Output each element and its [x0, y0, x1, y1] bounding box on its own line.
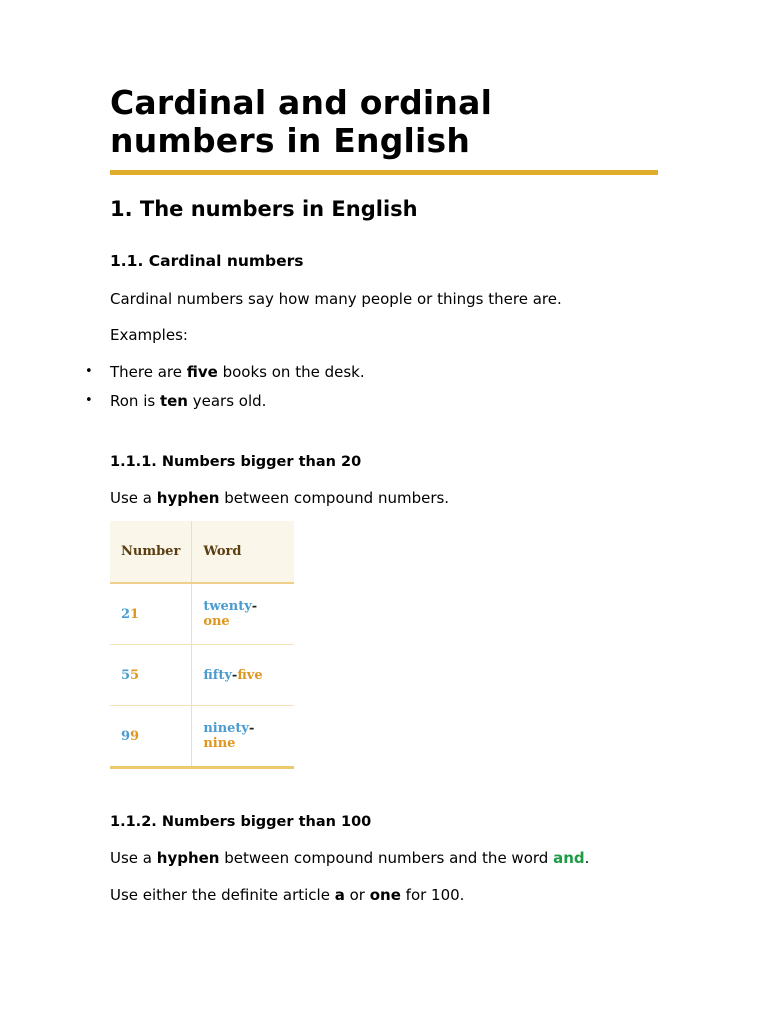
- paragraph-text: Use either the definite article: [110, 886, 335, 904]
- number-unit-digit: 9: [130, 728, 140, 744]
- word-tens: fifty: [203, 667, 232, 683]
- example-emphasis: five: [186, 363, 218, 381]
- section-heading-1-1: 1.1. Cardinal numbers: [110, 252, 304, 270]
- paragraph-emphasis: hyphen: [156, 849, 220, 867]
- word-cell: [192, 706, 295, 768]
- paragraph-emphasis: hyphen: [156, 489, 220, 507]
- paragraph-text: between compound numbers and the word: [219, 849, 554, 867]
- paragraph-text: or: [344, 886, 370, 904]
- example-emphasis: ten: [159, 392, 188, 410]
- table-header-row: [110, 521, 294, 583]
- article-paragraph: [110, 885, 464, 905]
- example-text: books on the desk.: [217, 363, 365, 381]
- list-item: [85, 362, 365, 391]
- paragraph-emphasis: one: [369, 886, 401, 904]
- column-header-word: Word: [192, 521, 295, 583]
- word-unit: five: [237, 667, 263, 683]
- word-cell: [192, 645, 295, 706]
- and-keyword: and: [553, 849, 585, 867]
- list-item: [85, 391, 365, 420]
- number-cell: [110, 706, 192, 768]
- example-text: There are: [110, 363, 187, 381]
- paragraph-text: Use a: [110, 489, 157, 507]
- word-hyphen: -: [251, 599, 258, 614]
- number-cell: [110, 645, 192, 706]
- word-tens: ninety: [203, 721, 249, 736]
- section-heading-1: 1. The numbers in English: [110, 197, 418, 221]
- table-row: [110, 645, 294, 706]
- number-unit-digit: 5: [130, 667, 140, 683]
- title-underline-rule: [110, 170, 658, 175]
- example-text: Ron is: [110, 392, 160, 410]
- paragraph-text: for 100.: [400, 886, 465, 904]
- word-tens: twenty: [203, 599, 252, 614]
- cardinal-intro-paragraph: Cardinal numbers say how many people or things there are.: [110, 290, 562, 308]
- number-cell: [110, 583, 192, 645]
- word-unit: one: [203, 614, 230, 629]
- number-tens-digit: 5: [121, 667, 131, 683]
- compound-numbers-table: [110, 521, 294, 769]
- example-text: years old.: [187, 392, 267, 410]
- section-heading-1-1-1: 1.1.1. Numbers bigger than 20: [110, 454, 362, 470]
- number-unit-digit: 1: [130, 606, 140, 622]
- column-header-number: Number: [110, 521, 192, 583]
- paragraph-text: .: [584, 849, 590, 867]
- examples-label: Examples:: [110, 326, 188, 344]
- table-row: [110, 583, 294, 645]
- number-tens-digit: 9: [121, 728, 131, 744]
- bullet-icon: •: [85, 364, 93, 379]
- section-heading-1-1-2: 1.1.2. Numbers bigger than 100: [110, 814, 372, 830]
- bullet-icon: •: [85, 393, 93, 408]
- word-hyphen: -: [231, 667, 238, 683]
- paragraph-text: Use a: [110, 849, 157, 867]
- hyphen-rule-paragraph: [110, 488, 449, 508]
- word-hyphen: -: [248, 721, 255, 736]
- paragraph-emphasis: a: [334, 886, 345, 904]
- paragraph-text: between compound numbers.: [219, 489, 450, 507]
- examples-list: [85, 362, 365, 420]
- table-row: [110, 706, 294, 768]
- document-title: Cardinal and ordinal numbers in English: [110, 83, 493, 160]
- word-cell: [192, 583, 295, 645]
- number-tens-digit: 2: [121, 606, 131, 622]
- word-unit: nine: [203, 736, 236, 751]
- hyphen-and-paragraph: [110, 848, 589, 868]
